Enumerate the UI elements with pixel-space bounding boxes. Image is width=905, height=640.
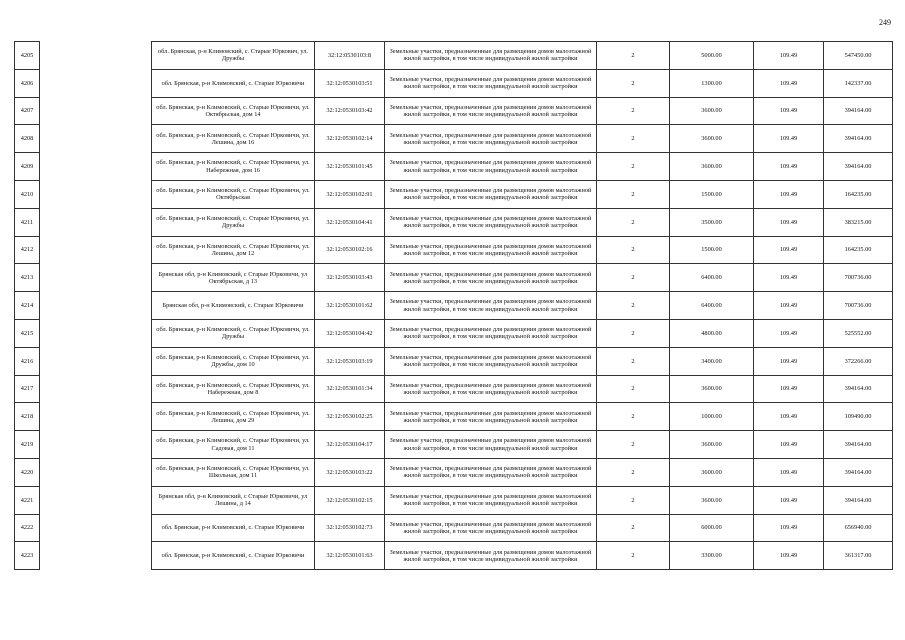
area-cell: 1000.00 <box>670 403 754 431</box>
spacer-cell <box>40 347 152 375</box>
spacer-cell <box>40 42 152 70</box>
land-use-cell: Земельные участки, предназначенные для размещения домов малоэтажной жилой застройки, в том числе индивидуальной жилой застройки <box>385 180 597 208</box>
spacer-cell <box>40 514 152 542</box>
address-cell: обл. Брянская, р-н Климовский, с. Старые Юрковичи, ул. Набережная, дом 16 <box>152 153 315 181</box>
cadastral-value-cell: 394164.00 <box>824 375 893 403</box>
table-row <box>15 42 893 70</box>
rate-cell: 109.49 <box>754 347 824 375</box>
row-number-cell: 4211 <box>15 208 40 236</box>
area-cell: 3600.00 <box>670 97 754 125</box>
land-use-cell: Земельные участки, предназначенные для размещения домов малоэтажной жилой застройки, в том числе индивидуальной жилой застройки <box>385 347 597 375</box>
cadastral-value-cell: 394164.00 <box>824 458 893 486</box>
rate-cell: 109.49 <box>754 180 824 208</box>
area-cell: 6000.00 <box>670 514 754 542</box>
group-cell: 2 <box>597 319 670 347</box>
land-use-cell: Земельные участки, предназначенные для размещения домов малоэтажной жилой застройки, в том числе индивидуальной жилой застройки <box>385 153 597 181</box>
address-cell: обл. Брянская, р-н Климовский, с. Старые Юрковичи, ул. Октябрьская, дом 14 <box>152 97 315 125</box>
group-cell: 2 <box>597 264 670 292</box>
cadastral-value-cell: 394164.00 <box>824 153 893 181</box>
area-cell: 3500.00 <box>670 208 754 236</box>
row-number-cell: 4220 <box>15 458 40 486</box>
page-number: 249 <box>879 18 891 27</box>
rate-cell: 109.49 <box>754 97 824 125</box>
rate-cell: 109.49 <box>754 458 824 486</box>
table-row <box>15 180 893 208</box>
table-row <box>15 69 893 97</box>
group-cell: 2 <box>597 236 670 264</box>
group-cell: 2 <box>597 69 670 97</box>
spacer-cell <box>40 69 152 97</box>
rate-cell: 109.49 <box>754 403 824 431</box>
row-number-cell: 4213 <box>15 264 40 292</box>
cadastral-number-cell: 32:12:0530101:34 <box>315 375 385 403</box>
row-number-cell: 4216 <box>15 347 40 375</box>
land-parcels-table <box>14 41 893 570</box>
row-number-cell: 4208 <box>15 125 40 153</box>
rate-cell: 109.49 <box>754 486 824 514</box>
cadastral-value-cell: 547450.00 <box>824 42 893 70</box>
table-row <box>15 403 893 431</box>
area-cell: 1500.00 <box>670 180 754 208</box>
rate-cell: 109.49 <box>754 375 824 403</box>
group-cell: 2 <box>597 542 670 570</box>
area-cell: 3600.00 <box>670 153 754 181</box>
cadastral-value-cell: 394164.00 <box>824 431 893 459</box>
cadastral-value-cell: 383215.00 <box>824 208 893 236</box>
spacer-cell <box>40 264 152 292</box>
cadastral-value-cell: 142337.00 <box>824 69 893 97</box>
cadastral-number-cell: 32:12:0530102:91 <box>315 180 385 208</box>
row-number-cell: 4217 <box>15 375 40 403</box>
cadastral-number-cell: 32:12:0530102:14 <box>315 125 385 153</box>
address-cell: обл. Брянская, р-н Климовский, с. Старые Юрковичи, ул. Лешина, дом 12 <box>152 236 315 264</box>
cadastral-number-cell: 32:12:0530104:17 <box>315 431 385 459</box>
row-number-cell: 4207 <box>15 97 40 125</box>
cadastral-number-cell: 32:12:0530102:73 <box>315 514 385 542</box>
row-number-cell: 4218 <box>15 403 40 431</box>
group-cell: 2 <box>597 153 670 181</box>
land-use-cell: Земельные участки, предназначенные для размещения домов малоэтажной жилой застройки, в том числе индивидуальной жилой застройки <box>385 403 597 431</box>
cadastral-value-cell: 394164.00 <box>824 125 893 153</box>
table-row <box>15 264 893 292</box>
rate-cell: 109.49 <box>754 264 824 292</box>
group-cell: 2 <box>597 347 670 375</box>
cadastral-number-cell: 32:12:0530103:8 <box>315 42 385 70</box>
spacer-cell <box>40 208 152 236</box>
cadastral-number-cell: 32:12:0530101:63 <box>315 542 385 570</box>
address-cell: обл. Брянская, р-н Климовский, с. Старые Юрковичи, ул. Школьная, дом 11 <box>152 458 315 486</box>
row-number-cell: 4206 <box>15 69 40 97</box>
address-cell: Брянская обл, р-н Климовский, с Старые Юрковичи, ул Лешина, д 14 <box>152 486 315 514</box>
land-use-cell: Земельные участки, предназначенные для размещения домов малоэтажной жилой застройки, в том числе индивидуальной жилой застройки <box>385 125 597 153</box>
cadastral-number-cell: 32:12:0530102:15 <box>315 486 385 514</box>
area-cell: 3400.00 <box>670 347 754 375</box>
rate-cell: 109.49 <box>754 69 824 97</box>
land-use-cell: Земельные участки, предназначенные для размещения домов малоэтажной жилой застройки, в том числе индивидуальной жилой застройки <box>385 236 597 264</box>
table-row <box>15 292 893 320</box>
area-cell: 1300.00 <box>670 69 754 97</box>
row-number-cell: 4214 <box>15 292 40 320</box>
area-cell: 3600.00 <box>670 458 754 486</box>
cadastral-number-cell: 32:12:0530103:19 <box>315 347 385 375</box>
rate-cell: 109.49 <box>754 292 824 320</box>
table-row <box>15 542 893 570</box>
cadastral-number-cell: 32:12:0530104:42 <box>315 319 385 347</box>
spacer-cell <box>40 153 152 181</box>
address-cell: обл. Брянская, р-н Климовский, с. Старые Юрковичи, ул. Набережная, дом 8 <box>152 375 315 403</box>
rate-cell: 109.49 <box>754 431 824 459</box>
spacer-cell <box>40 125 152 153</box>
group-cell: 2 <box>597 486 670 514</box>
cadastral-number-cell: 32:12:0530102:25 <box>315 403 385 431</box>
spacer-cell <box>40 180 152 208</box>
rate-cell: 109.49 <box>754 208 824 236</box>
land-use-cell: Земельные участки, предназначенные для размещения домов малоэтажной жилой застройки, в том числе индивидуальной жилой застройки <box>385 97 597 125</box>
cadastral-value-cell: 394164.00 <box>824 486 893 514</box>
spacer-cell <box>40 236 152 264</box>
cadastral-value-cell: 700736.00 <box>824 292 893 320</box>
cadastral-number-cell: 32:12:0530103:51 <box>315 69 385 97</box>
rate-cell: 109.49 <box>754 319 824 347</box>
table-row <box>15 208 893 236</box>
rate-cell: 109.49 <box>754 125 824 153</box>
land-use-cell: Земельные участки, предназначенные для размещения домов малоэтажной жилой застройки, в том числе индивидуальной жилой застройки <box>385 458 597 486</box>
cadastral-value-cell: 361317.00 <box>824 542 893 570</box>
land-use-cell: Земельные участки, предназначенные для размещения домов малоэтажной жилой застройки, в том числе индивидуальной жилой застройки <box>385 264 597 292</box>
table-body <box>15 42 893 570</box>
cadastral-number-cell: 32:12:0530103:22 <box>315 458 385 486</box>
address-cell: обл. Брянская, р-н Климовский, с. Старые Юрковичи, ул. Дружбы <box>152 208 315 236</box>
address-cell: обл. Брянская, р-н Климовский, с. Старые Юрковичи <box>152 514 315 542</box>
row-number-cell: 4205 <box>15 42 40 70</box>
group-cell: 2 <box>597 180 670 208</box>
area-cell: 5000.00 <box>670 42 754 70</box>
row-number-cell: 4221 <box>15 486 40 514</box>
cadastral-value-cell: 109490.00 <box>824 403 893 431</box>
group-cell: 2 <box>597 403 670 431</box>
address-cell: обл. Брянская, р-н Климовский, с. Старые Юрковичи <box>152 542 315 570</box>
area-cell: 3600.00 <box>670 125 754 153</box>
table-row <box>15 153 893 181</box>
table-row <box>15 236 893 264</box>
table-row <box>15 458 893 486</box>
area-cell: 3600.00 <box>670 431 754 459</box>
group-cell: 2 <box>597 375 670 403</box>
row-number-cell: 4210 <box>15 180 40 208</box>
address-cell: обл. Брянская, р-н Климовский, с. Старые Юрковичи, ул. Дружбы <box>152 319 315 347</box>
area-cell: 3300.00 <box>670 542 754 570</box>
group-cell: 2 <box>597 431 670 459</box>
spacer-cell <box>40 486 152 514</box>
row-number-cell: 4212 <box>15 236 40 264</box>
rate-cell: 109.49 <box>754 153 824 181</box>
row-number-cell: 4209 <box>15 153 40 181</box>
rate-cell: 109.49 <box>754 542 824 570</box>
table-row <box>15 431 893 459</box>
area-cell: 6400.00 <box>670 264 754 292</box>
cadastral-number-cell: 32:12:0530101:62 <box>315 292 385 320</box>
land-use-cell: Земельные участки, предназначенные для размещения домов малоэтажной жилой застройки, в том числе индивидуальной жилой застройки <box>385 319 597 347</box>
group-cell: 2 <box>597 97 670 125</box>
spacer-cell <box>40 375 152 403</box>
address-cell: обл. Брянская, р-н Климовский, с. Старые Юрковичи <box>152 69 315 97</box>
address-cell: Брянская обл, р-н Климовский, с Старые Юрковичи, ул Октябрьская, д 13 <box>152 264 315 292</box>
cadastral-number-cell: 32:12:0530103:43 <box>315 264 385 292</box>
cadastral-value-cell: 394164.00 <box>824 97 893 125</box>
address-cell: обл. Брянская, р-н Климовский, с. Старые Юрковичи, ул. Дружбы, дом 10 <box>152 347 315 375</box>
cadastral-number-cell: 32:12:0530104:41 <box>315 208 385 236</box>
address-cell: обл. Брянская, р-н Климовский, с. Старые Юрковичи, ул. Октябрьская <box>152 180 315 208</box>
group-cell: 2 <box>597 125 670 153</box>
group-cell: 2 <box>597 458 670 486</box>
address-cell: обл. Брянская, р-н Климовский, с. Старые Юркович, ул. Дружбы <box>152 42 315 70</box>
group-cell: 2 <box>597 514 670 542</box>
row-number-cell: 4219 <box>15 431 40 459</box>
cadastral-number-cell: 32:12:0530103:42 <box>315 97 385 125</box>
land-use-cell: Земельные участки, предназначенные для размещения домов малоэтажной жилой застройки, в том числе индивидуальной жилой застройки <box>385 431 597 459</box>
address-cell: обл. Брянская, р-н Климовский, с. Старые Юрковичи, ул. Лешина, дом 16 <box>152 125 315 153</box>
row-number-cell: 4222 <box>15 514 40 542</box>
group-cell: 2 <box>597 292 670 320</box>
land-use-cell: Земельные участки, предназначенные для размещения домов малоэтажной жилой застройки, в том числе индивидуальной жилой застройки <box>385 69 597 97</box>
area-cell: 4800.00 <box>670 319 754 347</box>
table-row <box>15 347 893 375</box>
table-row <box>15 97 893 125</box>
area-cell: 3600.00 <box>670 375 754 403</box>
table-row <box>15 514 893 542</box>
group-cell: 2 <box>597 42 670 70</box>
cadastral-value-cell: 164235.00 <box>824 236 893 264</box>
cadastral-number-cell: 32:12:0530102:16 <box>315 236 385 264</box>
row-number-cell: 4215 <box>15 319 40 347</box>
cadastral-value-cell: 700736.00 <box>824 264 893 292</box>
land-use-cell: Земельные участки, предназначенные для размещения домов малоэтажной жилой застройки, в том числе индивидуальной жилой застройки <box>385 486 597 514</box>
address-cell: обл. Брянская, р-н Климовский, с. Старые Юрковичи, ул. Лешина, дом 29 <box>152 403 315 431</box>
table-row <box>15 125 893 153</box>
rate-cell: 109.49 <box>754 514 824 542</box>
land-use-cell: Земельные участки, предназначенные для размещения домов малоэтажной жилой застройки, в том числе индивидуальной жилой застройки <box>385 514 597 542</box>
cadastral-value-cell: 164235.00 <box>824 180 893 208</box>
row-number-cell: 4223 <box>15 542 40 570</box>
group-cell: 2 <box>597 208 670 236</box>
spacer-cell <box>40 292 152 320</box>
rate-cell: 109.49 <box>754 236 824 264</box>
land-use-cell: Земельные участки, предназначенные для размещения домов малоэтажной жилой застройки, в том числе индивидуальной жилой застройки <box>385 208 597 236</box>
spacer-cell <box>40 431 152 459</box>
land-use-cell: Земельные участки, предназначенные для размещения домов малоэтажной жилой застройки, в том числе индивидуальной жилой застройки <box>385 292 597 320</box>
table-row <box>15 486 893 514</box>
cadastral-value-cell: 525552.00 <box>824 319 893 347</box>
area-cell: 6400.00 <box>670 292 754 320</box>
area-cell: 3600.00 <box>670 486 754 514</box>
spacer-cell <box>40 319 152 347</box>
spacer-cell <box>40 542 152 570</box>
spacer-cell <box>40 403 152 431</box>
table-row <box>15 319 893 347</box>
spacer-cell <box>40 458 152 486</box>
cadastral-value-cell: 656940.00 <box>824 514 893 542</box>
spacer-cell <box>40 97 152 125</box>
area-cell: 1500.00 <box>670 236 754 264</box>
address-cell: обл. Брянская, р-н Климовский, с. Старые Юрковичи, ул. Садовая, дом 11 <box>152 431 315 459</box>
cadastral-value-cell: 372266.00 <box>824 347 893 375</box>
land-use-cell: Земельные участки, предназначенные для размещения домов малоэтажной жилой застройки, в том числе индивидуальной жилой застройки <box>385 42 597 70</box>
land-use-cell: Земельные участки, предназначенные для размещения домов малоэтажной жилой застройки, в том числе индивидуальной жилой застройки <box>385 375 597 403</box>
land-use-cell: Земельные участки, предназначенные для размещения домов малоэтажной жилой застройки, в том числе индивидуальной жилой застройки <box>385 542 597 570</box>
rate-cell: 109.49 <box>754 42 824 70</box>
cadastral-number-cell: 32:12:0530101:45 <box>315 153 385 181</box>
table-row <box>15 375 893 403</box>
address-cell: Брянская обл, р-н Климовский, с. Старые Юрковичи <box>152 292 315 320</box>
